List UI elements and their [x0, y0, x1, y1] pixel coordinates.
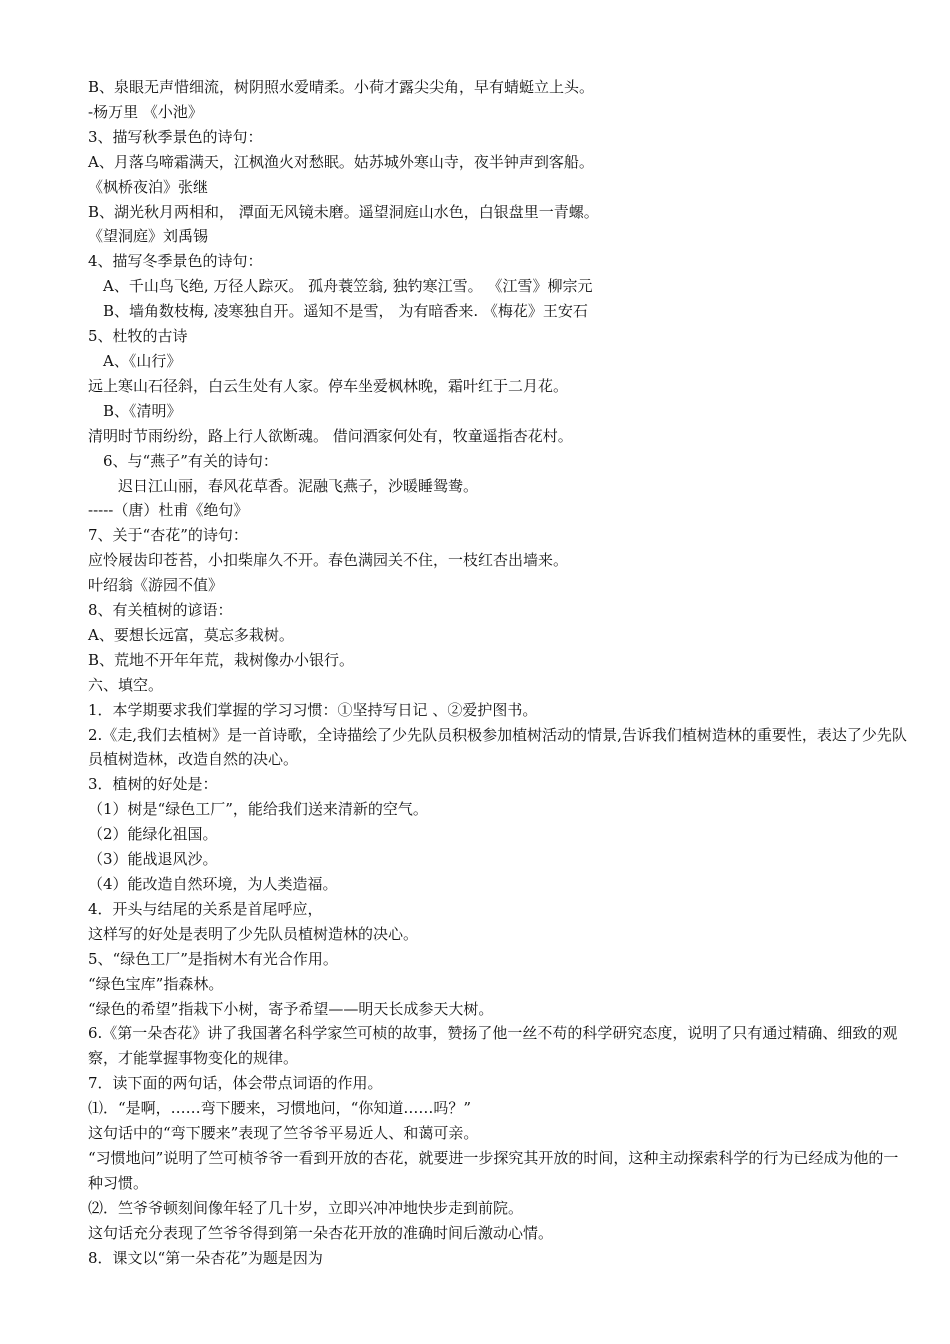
text-line: 8、有关植树的谚语：: [88, 601, 233, 620]
text-line: B、泉眼无声惜细流，树阴照水爱晴柔。小荷才露尖尖角，早有蜻蜓立上头。: [88, 78, 595, 96]
text-line: 《枫桥夜泊》张继: [88, 177, 209, 196]
text-line: 5、“绿色工厂”是指树木有光合作用。: [88, 949, 338, 968]
text-line: “习惯地问”说明了竺可桢爷爷一看到开放的杏花，就要进一步探究其开放的时间，这种主动探索科学的行为已经成为他的一种习惯。: [88, 1148, 899, 1192]
text-line: 4、描写冬季景色的诗句：: [88, 252, 263, 271]
text-line: 这句话中的“弯下腰来”表现了竺爷爷平易近人、和蔼可亲。: [88, 1124, 479, 1143]
text-line: 这句话充分表现了竺爷爷得到第一朵杏花开放的准确时间后激动心情。: [88, 1223, 554, 1242]
text-line: （1）树是“绿色工厂”，能给我们送来清新的空气。: [88, 800, 428, 819]
text-line: 1．本学期要求我们掌握的学习习惯：①坚持写日记 、②爱护图书。: [88, 700, 538, 719]
text-line: “绿色的希望”指栽下小树，寄予希望——明天长成参天大树。: [88, 999, 494, 1018]
text-line: ⑴．“是啊，……弯下腰来，习惯地问，“你知道……吗？”: [88, 1099, 472, 1118]
text-line: 6.《第一朵杏花》讲了我国著名科学家竺可桢的故事，赞扬了他一丝不苟的科学研究态度，说明了只有通过精确、细致的观察，才能掌握事物变化的规律。: [88, 1024, 898, 1068]
text-line: （4）能改造自然环境，为人类造福。: [88, 875, 338, 893]
text-line: （3）能战退风沙。: [88, 850, 218, 869]
text-line: B、湖光秋月两相和， 潭面无风镜未磨。遥望洞庭山水色，白银盘里一青螺。: [88, 202, 599, 221]
document-body: [88, 75, 908, 1271]
text-line: “绿色宝库”指森林。: [88, 974, 224, 993]
text-line: A、千山鸟飞绝, 万径人踪灭。 孤舟蓑笠翁, 独钓寒江雪。 《江雪》柳宗元: [103, 277, 593, 296]
text-line: 迟日江山丽，春风花草香。泥融飞燕子，沙暖睡鸳鸯。: [118, 476, 479, 495]
text-line: 《望洞庭》刘禹锡: [88, 227, 209, 246]
text-line: 6、与“燕子”有关的诗句：: [103, 451, 278, 470]
text-line: 清明时节雨纷纷，路上行人欲断魂。 借问酒家何处有，牧童遥指杏花村。: [88, 426, 573, 445]
text-line: A、《山行》: [103, 351, 182, 370]
text-line: A、要想长远富，莫忘多栽树。: [88, 625, 294, 644]
text-line: B、《清明》: [103, 401, 182, 420]
text-line: ⑵．竺爷爷顿刻间像年轻了几十岁，立即兴冲冲地快步走到前院。: [88, 1198, 524, 1217]
text-line: 3、描写秋季景色的诗句：: [88, 127, 263, 146]
text-line: A、月落乌啼霜满天，江枫渔火对愁眠。姑苏城外寒山寺，夜半钟声到客船。: [88, 152, 594, 171]
text-line: -----（唐）杜甫《绝句》: [88, 501, 249, 520]
text-line: 7．读下面的两句话，体会带点词语的作用。: [88, 1074, 383, 1093]
text-line: 应怜屐齿印苍苔，小扣柴扉久不开。春色满园关不住，一枝红杏出墙来。: [88, 551, 569, 570]
text-line: 7、关于“杏花”的诗句：: [88, 526, 248, 545]
text-line: B、荒地不开年年荒，栽树像办小银行。: [88, 650, 355, 669]
text-line: 4．开头与结尾的关系是首尾呼应，: [88, 899, 323, 918]
text-line: B、墙角数枝梅, 凌寒独自开。遥知不是雪， 为有暗香来. 《梅花》王安石: [103, 302, 588, 321]
text-line: 叶绍翁《游园不值》: [88, 576, 224, 595]
text-line: 8．课文以“第一朵杏花”为题是因为: [88, 1248, 323, 1267]
text-line: 这样写的好处是表明了少先队员植树造林的决心。: [88, 924, 419, 943]
text-line: 六、填空。: [88, 675, 164, 694]
text-line: 2.《走,我们去植树》是一首诗歌，全诗描绘了少先队员积极参加植树活动的情景,告诉我们植树造林的重要性，表达了少先队员植树造林，改造自然的决心。: [88, 725, 907, 769]
text-line: （2）能绿化祖国。: [88, 825, 218, 844]
text-line: 远上寒山石径斜，白云生处有人家。停车坐爱枫林晚，霜叶红于二月花。: [88, 376, 569, 395]
text-line: -杨万里 《小池》: [88, 102, 203, 121]
text-line: 5、杜牧的古诗: [88, 327, 188, 346]
text-line: 3．植树的好处是：: [88, 775, 218, 794]
